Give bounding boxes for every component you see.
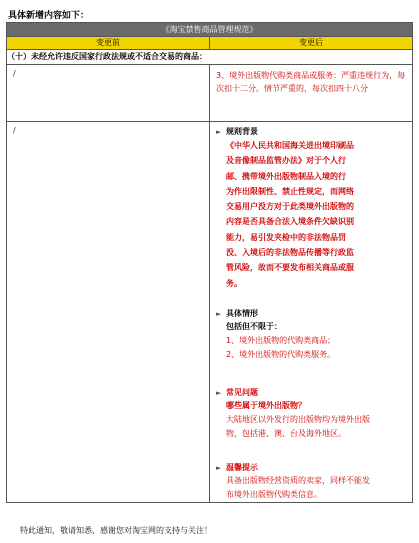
text-line: 没、入境后的非法物品传播等行政监: [226, 248, 354, 258]
column-header-after: 变更后: [210, 37, 413, 50]
faq-answer: [216, 413, 408, 441]
situation-list: [216, 334, 408, 362]
text-line: 布境外出版物代购类信息。: [226, 490, 322, 499]
tip-block: [216, 462, 408, 502]
text-line: 内容是否具备合法入境条件欠缺识别: [226, 217, 354, 227]
text-line: 《中华人民共和国海关进出境印刷品: [226, 141, 354, 150]
row1-before-cell: [7, 65, 210, 122]
triangle-bullet-icon: ►: [216, 310, 222, 318]
row1-after-cell: [210, 65, 413, 122]
footer-notice: 特此通知，敬请知悉，感谢您对淘宝网的支持与关注！: [20, 526, 212, 535]
situation-sub: 包括但不限于：: [226, 322, 282, 331]
text-line: 能力，易引发夹检中的非法物品罚: [226, 232, 346, 242]
tip-title: 温馨提示: [226, 463, 258, 472]
list-item: 2、境外出版物的代购类服务。: [226, 350, 336, 359]
table-title: 《淘宝禁售商品管理规范》: [7, 23, 413, 37]
text-line: 为作出限制性、禁止性规定，而网络: [226, 186, 354, 196]
row1-before: /: [13, 69, 16, 78]
list-item: 1、境外出版物的代购类商品；: [226, 336, 336, 345]
rule-background-heading: [216, 126, 408, 138]
text-line: 务。: [226, 278, 242, 288]
faq-title: 常见问题: [226, 388, 258, 397]
tip-heading: [216, 462, 408, 474]
rule-background-block: [216, 126, 408, 291]
triangle-bullet-icon: ►: [216, 464, 222, 472]
situation-heading: [216, 308, 408, 320]
rule-background-title: 规则背景: [226, 127, 258, 136]
text-line: 具备出版物经营资质的卖家，同样不能发: [226, 476, 370, 485]
row2-after-cell: [210, 122, 413, 503]
text-line: 管风险，故而不要发布相关商品或服: [226, 263, 354, 273]
text-line: 交易用户没方对于此类境外出版物的: [226, 202, 354, 212]
rule-background-text: [216, 138, 408, 291]
rule-change-table: [6, 22, 413, 503]
row2-before-cell: [7, 122, 210, 503]
row2-before: /: [13, 126, 16, 135]
text-line: 大陆地区以外发行的出版物均为境外出版: [226, 415, 370, 424]
situation-title: 具体情形: [226, 309, 258, 318]
tip-text: [216, 474, 408, 502]
situation-block: [216, 308, 408, 362]
text-line: 及音像制品监管办法》对于个人行: [226, 156, 346, 166]
faq-block: [216, 387, 408, 441]
intro-heading: 具体新增内容如下：: [8, 11, 90, 21]
triangle-bullet-icon: ►: [216, 389, 222, 397]
section-heading: （十）未经允许违反国家行政法规或不适合交易的商品：: [7, 50, 413, 65]
text-line: 邮、携带境外出版物制品入境的行: [226, 171, 346, 181]
column-header-before: 变更前: [7, 37, 210, 50]
faq-heading: [216, 387, 408, 399]
row1-after: 3、境外出版物代购类商品或服务：严重违规行为，每次扣十二分。情节严重的，每次扣四十八分: [216, 71, 406, 93]
text-line: 物，包括港、澳、台及海外地区。: [226, 429, 346, 438]
triangle-bullet-icon: ►: [216, 128, 222, 136]
faq-question: 哪些属于境外出版物？: [226, 401, 306, 410]
